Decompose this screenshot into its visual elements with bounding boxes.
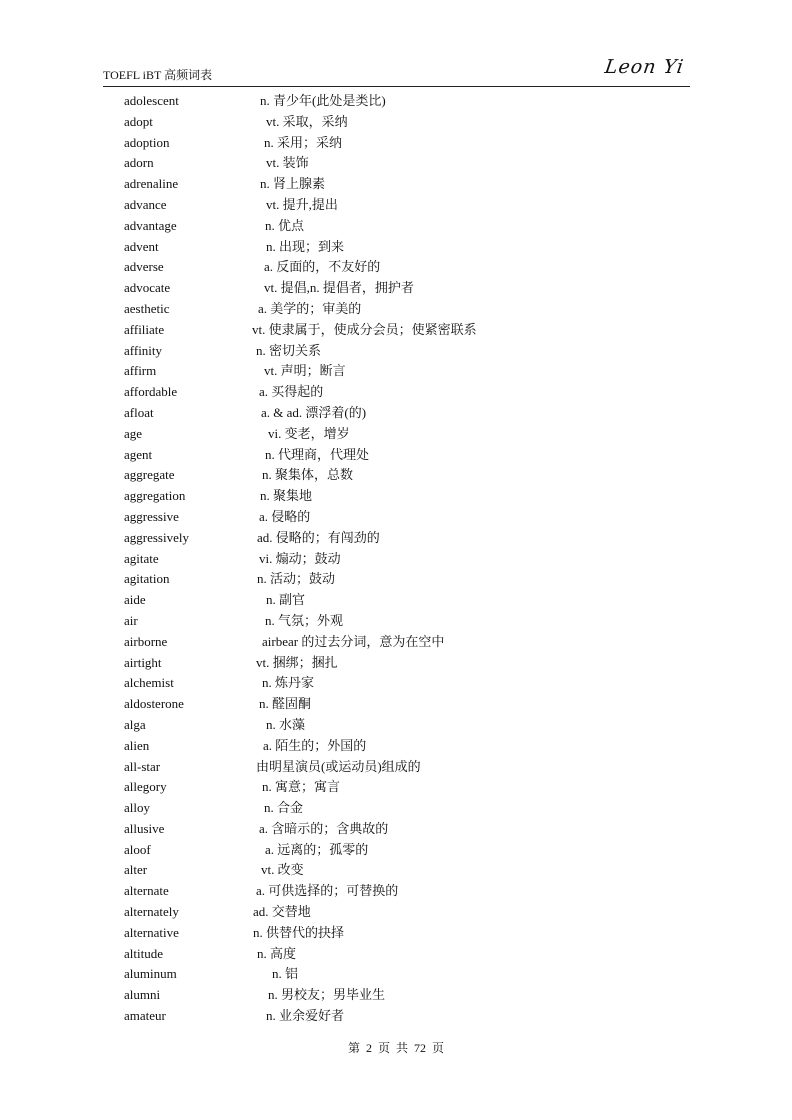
entry-definition: n. 业余爱好者 <box>266 1008 345 1024</box>
list-item <box>0 486 792 507</box>
entry-word: adorn <box>124 155 154 171</box>
entry-definition: n. 铝 <box>272 966 299 982</box>
entry-definition: n. 青少年(此处是类比) <box>260 93 386 108</box>
entry-definition: n. 活动；鼓动 <box>257 571 336 587</box>
list-item <box>0 569 792 590</box>
list-item <box>0 549 792 570</box>
entry-definition: n. 代理商，代理处 <box>265 446 370 462</box>
entry-word: aluminum <box>124 966 177 982</box>
entry-word: alumni <box>124 987 161 1003</box>
author-signature: Leon Yi <box>603 56 686 78</box>
entry-word: aggregation <box>124 488 186 504</box>
entry-definition: n. 出现；到来 <box>266 238 345 254</box>
entry-word: agitate <box>124 550 159 566</box>
entry-word: advocate <box>124 280 171 296</box>
vocabulary-list <box>0 91 792 1027</box>
entry-definition: n. 采用；采纳 <box>264 134 343 150</box>
entry-definition: a. 反面的，不友好的 <box>264 259 381 275</box>
list-item <box>0 91 792 112</box>
entry-definition: ad. 侵略的；有闯劲的 <box>257 529 380 545</box>
entry-word: aide <box>124 592 146 608</box>
list-item <box>0 860 792 881</box>
list-item <box>0 320 792 341</box>
entry-definition: n. 聚集体，总数 <box>262 467 354 483</box>
header-title: TOEFL iBT 高频词表 <box>103 68 213 82</box>
entry-definition: ad. 交替地 <box>253 904 311 920</box>
entry-definition: n. 肾上腺素 <box>260 176 326 192</box>
entry-definition: vt. 改变 <box>261 862 304 878</box>
entry-word: airborne <box>124 633 168 649</box>
entry-word: advantage <box>124 217 177 233</box>
page-footer: 第 2 页 共 72 页 <box>347 1041 444 1055</box>
list-item <box>0 777 792 798</box>
entry-definition: n. 聚集地 <box>260 488 313 504</box>
list-item <box>0 507 792 528</box>
entry-definition: n. 醛固酮 <box>259 696 312 712</box>
entry-word: airtight <box>124 654 162 670</box>
list-item <box>0 757 792 778</box>
entry-definition: n. 寓意；寓言 <box>262 779 341 795</box>
entry-definition: n. 水藻 <box>266 716 306 732</box>
list-item <box>0 445 792 466</box>
entry-definition: a. 陌生的；外国的 <box>263 737 367 753</box>
list-item <box>0 403 792 424</box>
list-item <box>0 112 792 133</box>
list-item <box>0 798 792 819</box>
list-item <box>0 632 792 653</box>
list-item <box>0 424 792 445</box>
entry-word: affinity <box>124 342 163 358</box>
entry-word: alloy <box>124 800 150 816</box>
entry-word: adverse <box>124 259 164 275</box>
list-item <box>0 341 792 362</box>
entry-definition: n. 密切关系 <box>256 342 322 358</box>
entry-word: aggressive <box>124 508 179 524</box>
entry-word: alchemist <box>124 675 174 691</box>
entry-definition: airbear 的过去分词，意为在空中 <box>262 633 445 649</box>
entry-definition: vt. 声明；断言 <box>264 363 346 379</box>
entry-word: allusive <box>124 820 165 836</box>
entry-definition: a. 可供选择的；可替换的 <box>256 883 399 899</box>
list-item <box>0 964 792 985</box>
entry-definition: 由明星演员(或运动员)组成的 <box>256 758 421 774</box>
entry-definition: a. 侵略的 <box>259 508 311 524</box>
list-item <box>0 923 792 944</box>
entry-definition: n. 优点 <box>265 217 305 233</box>
entry-word: air <box>124 612 138 628</box>
entry-word: alternately <box>124 904 179 920</box>
entry-word: aesthetic <box>124 300 170 316</box>
list-item <box>0 840 792 861</box>
entry-word: afloat <box>124 404 154 420</box>
entry-word: advance <box>124 196 167 212</box>
entry-definition: n. 合金 <box>264 800 304 816</box>
entry-word: alter <box>124 862 148 878</box>
list-item <box>0 237 792 258</box>
entry-definition: a. 买得起的 <box>259 384 324 400</box>
entry-definition: n. 供替代的抉择 <box>253 924 345 940</box>
list-item <box>0 819 792 840</box>
entry-word: affordable <box>124 384 178 400</box>
entry-definition: n. 高度 <box>257 945 297 961</box>
list-item <box>0 590 792 611</box>
entry-word: alternative <box>124 924 179 940</box>
entry-word: altitude <box>124 945 163 961</box>
entry-word: adolescent <box>124 93 179 108</box>
list-item <box>0 653 792 674</box>
list-item <box>0 216 792 237</box>
list-item <box>0 153 792 174</box>
list-item <box>0 382 792 403</box>
list-item <box>0 985 792 1006</box>
entry-word: aggregate <box>124 467 175 483</box>
entry-word: aldosterone <box>124 696 184 712</box>
entry-definition: n. 男校友；男毕业生 <box>268 987 386 1003</box>
list-item <box>0 257 792 278</box>
entry-word: agitation <box>124 571 170 587</box>
list-item <box>0 361 792 382</box>
list-item <box>0 673 792 694</box>
entry-word: age <box>124 425 143 441</box>
list-item <box>0 881 792 902</box>
entry-definition: vt. 使隶属于，使成分会员；使紧密联系 <box>252 321 477 337</box>
page-header <box>103 56 690 87</box>
entry-definition: vi. 煽动；鼓动 <box>259 550 341 566</box>
entry-word: affiliate <box>124 321 165 337</box>
list-item <box>0 694 792 715</box>
list-item <box>0 133 792 154</box>
entry-definition: n. 炼丹家 <box>262 675 315 691</box>
entry-definition: a. & ad. 漂浮着(的) <box>261 404 367 420</box>
list-item <box>0 174 792 195</box>
entry-word: aloof <box>124 841 151 857</box>
list-item <box>0 944 792 965</box>
list-item <box>0 736 792 757</box>
list-item <box>0 465 792 486</box>
entry-word: amateur <box>124 1008 166 1024</box>
entry-word: alternate <box>124 883 169 899</box>
list-item <box>0 195 792 216</box>
entry-word: agent <box>124 446 153 462</box>
entry-definition: n. 副官 <box>266 592 306 608</box>
entry-definition: a. 远离的；孤零的 <box>265 841 369 857</box>
entry-word: adoption <box>124 134 170 150</box>
entry-word: aggressively <box>124 529 189 545</box>
entry-word: allegory <box>124 779 167 795</box>
entry-definition: a. 含暗示的；含典故的 <box>259 820 389 836</box>
entry-definition: vt. 提倡,n. 提倡者，拥护者 <box>264 280 414 296</box>
entry-word: all-star <box>124 758 161 774</box>
list-item <box>0 1006 792 1027</box>
list-item <box>0 528 792 549</box>
entry-word: adrenaline <box>124 176 179 192</box>
list-item <box>0 715 792 736</box>
entry-definition: vt. 装饰 <box>266 155 309 171</box>
list-item <box>0 902 792 923</box>
entry-word: alien <box>124 737 150 753</box>
entry-word: affirm <box>124 363 157 379</box>
entry-word: advent <box>124 238 159 254</box>
entry-definition: vt. 捆绑；捆扎 <box>256 654 338 670</box>
list-item <box>0 278 792 299</box>
entry-word: adopt <box>124 113 153 129</box>
entry-definition: vt. 采取，采纳 <box>266 113 348 129</box>
list-item <box>0 299 792 320</box>
entry-definition: vt. 提升,提出 <box>266 196 338 212</box>
entry-word: alga <box>124 716 146 732</box>
entry-definition: a. 美学的；审美的 <box>258 300 362 316</box>
entry-definition: n. 气氛；外观 <box>265 612 344 628</box>
list-item <box>0 611 792 632</box>
entry-definition: vi. 变老，增岁 <box>268 425 350 441</box>
